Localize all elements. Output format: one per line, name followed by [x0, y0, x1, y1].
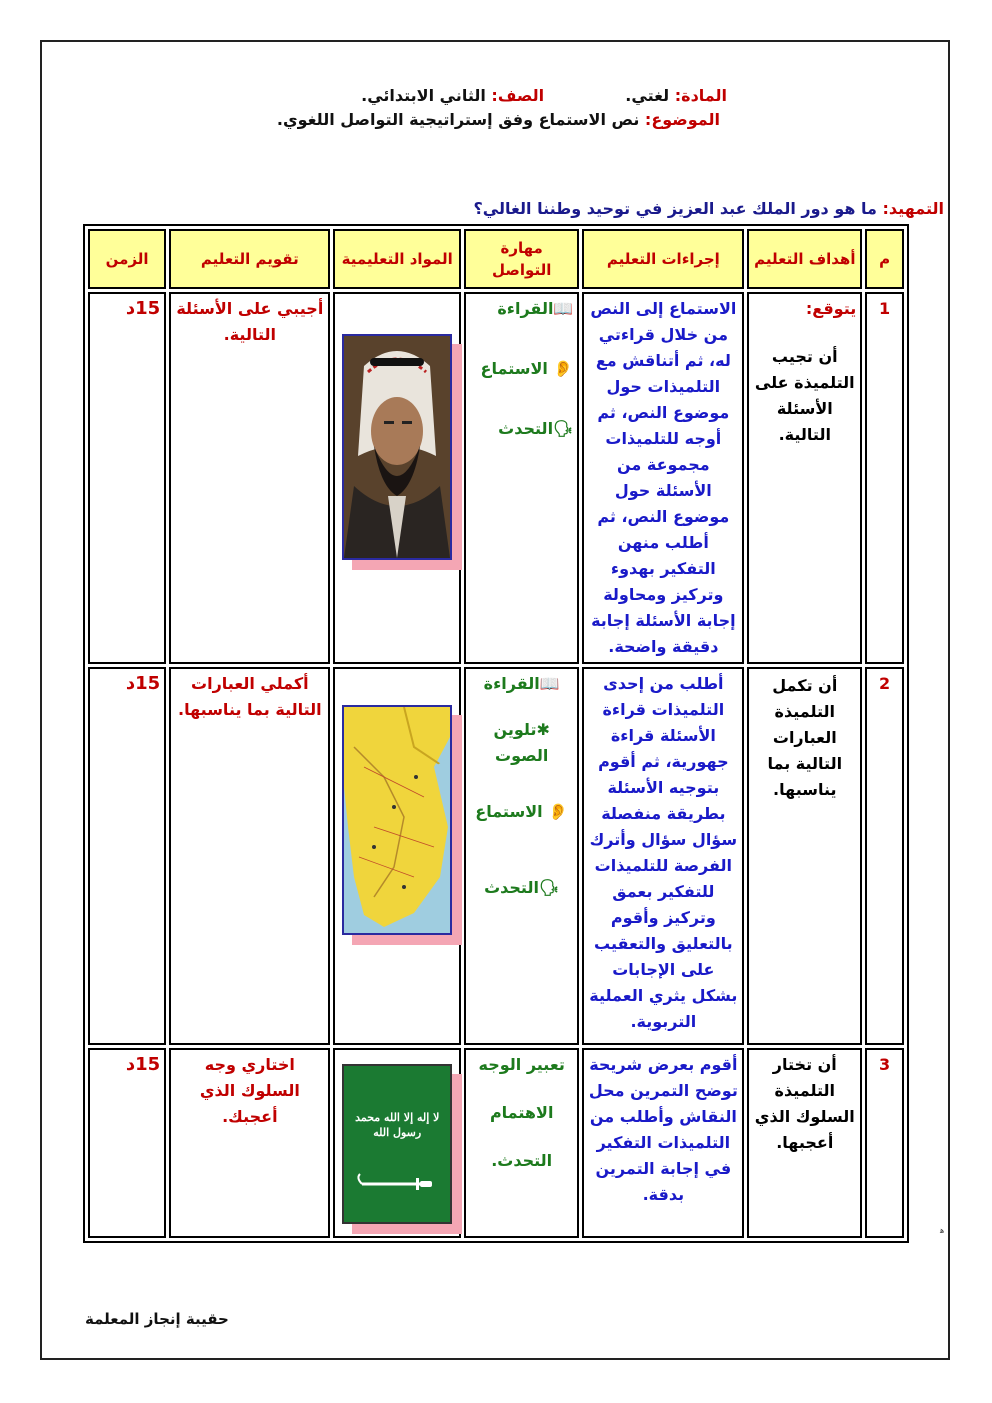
portrait-image: [342, 334, 452, 560]
grade-label: الصف:: [491, 86, 545, 105]
corner-mark: ﻫ: [940, 1226, 945, 1235]
procedure-cell: الاستماع إلى النص من خلال قراءتي له، ثم أتناقش مع التلميذات حول موضوع النص، ثم أوجه للتلميذات مجموعة من الأسئلة حول موضوع النص، ثم أطلب منهن التفكير بهدوء وتركيز ومحاولة إجابة الأسئلة إجابة دقيقة واضحة.: [582, 292, 744, 664]
topic-value: نص الاستماع وفق إستراتيجية التواصل اللغوي.: [276, 110, 640, 129]
objective-text: أن تجيب التلميذة على الأسئلة التالية.: [754, 347, 855, 444]
objective-cell: [747, 667, 862, 1045]
time-cell: [88, 292, 166, 664]
evaluation-cell: أجيبي على الأسئلة التالية.: [169, 292, 330, 664]
objective-cell: [747, 292, 862, 664]
topic-label: الموضوع:: [644, 110, 720, 129]
arabia-map-icon: [344, 707, 450, 933]
sword-icon: [344, 1164, 450, 1204]
grade-value: الثاني الابتدائي.: [361, 86, 486, 105]
row-number: 3: [865, 1048, 904, 1238]
header-time: الزمن: [88, 229, 166, 289]
skill-item: 📖القراءة: [483, 674, 560, 693]
flag-image: [342, 1064, 452, 1224]
table-row: [88, 1048, 904, 1238]
skill-item: 👂 الاستماع: [480, 359, 574, 378]
skill-cell: [464, 292, 579, 664]
material-cell: [333, 1048, 461, 1238]
header-num: م: [865, 229, 904, 289]
flag-frame: [342, 1064, 452, 1224]
table-header-row: [88, 229, 904, 289]
portrait-frame: [342, 334, 452, 560]
lesson-plan-table: [83, 224, 909, 1243]
objective-text: أن تختار التلميذة السلوك الذي أعجبها.: [754, 1055, 855, 1152]
header-materials: المواد التعليمية: [333, 229, 461, 289]
subject-value: لغتي.: [625, 86, 670, 105]
material-cell: [333, 667, 461, 1045]
table-row: [88, 292, 904, 664]
evaluation-cell: أكملي العبارات التالية بما يناسبها.: [169, 667, 330, 1045]
topic-line: [277, 110, 720, 129]
header-skill: مهارة التواصل: [464, 229, 579, 289]
subject-line: [361, 86, 727, 105]
row-number: 1: [865, 292, 904, 664]
table-row: [88, 667, 904, 1045]
time-value: 15د: [125, 673, 161, 694]
objective-text: أن تكمل التلميذة العبارات التالية بما يناسبها.: [767, 676, 843, 799]
skill-item: تعبير الوجه: [478, 1055, 565, 1074]
skill-item: التحدث.: [491, 1151, 553, 1170]
subject-label: المادة:: [674, 86, 727, 105]
skill-item: 📖القراءة: [497, 299, 574, 318]
flag-shahada: لا إله إلا الله محمد رسول الله: [355, 1111, 440, 1139]
intro-line: [474, 199, 945, 218]
header-evaluation: تقويم التعليم: [169, 229, 330, 289]
skill-item: 🗣التحدث: [498, 419, 574, 438]
skill-item: 👂 الاستماع: [475, 802, 569, 821]
map-image: [342, 705, 452, 935]
evaluation-cell: اختاري وجه السلوك الذي أعجبك.: [169, 1048, 330, 1238]
intro-question: ما هو دور الملك عبد العزيز في توحيد وطننا الغالي؟: [473, 199, 877, 218]
objective-lead: يتوقع:: [805, 299, 857, 318]
time-cell: [88, 667, 166, 1045]
row-number: 2: [865, 667, 904, 1045]
material-cell: [333, 292, 461, 664]
procedure-cell: أقوم بعرض شريحة توضح التمرين محل النقاش وأطلب من التلميذات التفكير في إجابة التمرين بدقة.: [582, 1048, 744, 1238]
skill-cell: [464, 1048, 579, 1238]
header-procedures: إجراءات التعليم: [582, 229, 744, 289]
map-frame: [342, 705, 452, 935]
intro-label: التمهيد:: [882, 199, 944, 218]
footer-title: حقيبة إنجاز المعلمة: [85, 1310, 229, 1328]
time-value: 15د: [125, 298, 161, 319]
skill-cell: [464, 667, 579, 1045]
skill-item: 🗣التحدث: [484, 878, 560, 897]
king-portrait-icon: [344, 336, 450, 558]
time-value: 15د: [125, 1054, 161, 1075]
skill-item: الاهتمام: [489, 1103, 554, 1122]
skill-item: ✱تلوين الصوت: [493, 720, 550, 765]
header-objectives: أهداف التعليم: [747, 229, 862, 289]
time-cell: [88, 1048, 166, 1238]
objective-cell: [747, 1048, 862, 1238]
procedure-cell: أطلب من إحدى التلميذات قراءة الأسئلة قراءة جهورية، ثم أقوم بتوجيه الأسئلة بطريقة منفصلة سؤال سؤال وأترك الفرصة للتلميذات للتفكير بعمق وتركيز وأقوم بالتعليق والتعقيب على الإجابات بشكل يثري العملية التربوية.: [582, 667, 744, 1045]
